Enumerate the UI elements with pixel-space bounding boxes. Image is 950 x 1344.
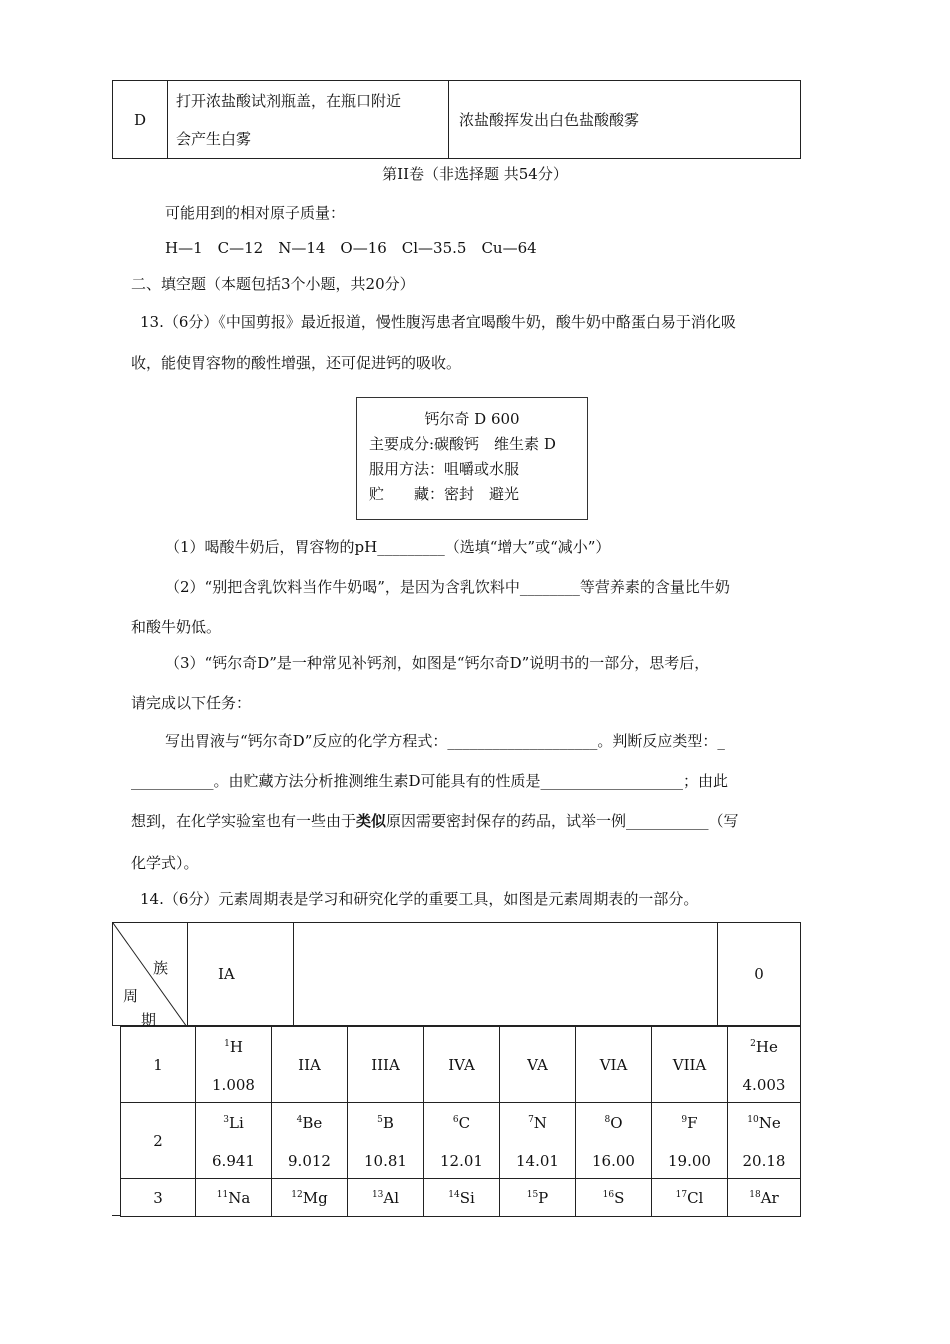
element-cell: $^9$F 19.00 xyxy=(652,1103,728,1179)
group-label: VA xyxy=(500,1027,576,1103)
q13-sub2-line2: 和酸牛奶低。 xyxy=(131,618,222,636)
element-weight: 4.003 xyxy=(742,1076,786,1094)
atomic-masses: H—1 C—12 N—14 O—16 Cl—35.5 Cu—64 xyxy=(165,239,537,257)
task-line3-bold: 类似 xyxy=(356,812,387,830)
period-label: 2 xyxy=(121,1103,196,1179)
q13-line2: 收，能使胃容物的酸性增强，还可促进钙的吸收。 xyxy=(131,354,462,372)
element-cell: $^{13}$Al xyxy=(348,1179,424,1217)
box-ingredients: 主要成分:碳酸钙 维生素 D xyxy=(369,435,556,453)
option-d-table xyxy=(112,80,801,159)
element-cell: $^{15}$P xyxy=(500,1179,576,1217)
period-label: 3 xyxy=(121,1179,196,1217)
group-ia-header: IA xyxy=(188,923,294,1026)
task-line3-a: 想到，在化学实验室也有一些由于 xyxy=(131,812,357,830)
element-symbol: $^2$He xyxy=(750,1038,778,1056)
box-title: 钙尔奇 D 600 xyxy=(424,410,520,428)
q13-task-line3 xyxy=(131,810,739,831)
section-title: 第II卷（非选择题 共54分） xyxy=(382,165,568,183)
box-usage: 服用方法：咀嚼或水服 xyxy=(369,460,520,478)
group-label: IIIA xyxy=(348,1027,424,1103)
q13-sub2-line1: （2）“别把含乳饮料当作牛奶喝”，是因为含乳饮料中________等营养素的含量比牛奶 xyxy=(165,578,730,596)
element-cell: $^{10}$Ne 20.18 xyxy=(728,1103,801,1179)
element-cell: $^7$N 14.01 xyxy=(500,1103,576,1179)
element-cell: $^{18}$Ar xyxy=(728,1179,801,1217)
group-label: IIA xyxy=(272,1027,348,1103)
q14-line1: 14.（6分）元素周期表是学习和研究化学的重要工具，如图是元素周期表的一部分。 xyxy=(140,890,699,908)
q13-task-line4: 化学式）。 xyxy=(131,854,199,872)
corner-group-label: 族 xyxy=(153,959,169,977)
group-label: VIA xyxy=(576,1027,652,1103)
element-cell: $^{11}$Na xyxy=(196,1179,272,1217)
element-cell: $^8$O 16.00 xyxy=(576,1103,652,1179)
task-line3-b: 原因需要密封保存的药品，试举一例___________（写 xyxy=(386,812,739,830)
option-label: D xyxy=(113,81,168,159)
element-cell xyxy=(728,1027,801,1103)
periodic-table-header xyxy=(112,922,801,1029)
periodic-table-body xyxy=(120,1026,801,1217)
q13-sub3-line1: （3）“钙尔奇D”是一种常见补钙剂，如图是“钙尔奇D”说明书的一部分，思考后， xyxy=(165,654,710,672)
element-cell: $^5$B 10.81 xyxy=(348,1103,424,1179)
q13-task-line1: 写出胃液与“钙尔奇D”反应的化学方程式：____________________。判断反应类型：_ xyxy=(165,732,725,750)
phenomenon-cell xyxy=(168,81,449,159)
group-label: VIIA xyxy=(652,1027,728,1103)
period-2-row xyxy=(121,1103,801,1179)
element-cell: $^{17}$Cl xyxy=(652,1179,728,1217)
element-symbol: $^1$H xyxy=(224,1038,243,1056)
element-cell: $^3$Li 6.941 xyxy=(196,1103,272,1179)
corner-period-label-1: 周 xyxy=(123,987,139,1005)
q13-sub3-line2: 请完成以下任务： xyxy=(131,694,252,712)
corner-period-label-2: 期 xyxy=(141,1011,157,1029)
explanation-cell: 浓盐酸挥发出白色盐酸酸雾 xyxy=(449,81,801,159)
calcium-label-box xyxy=(356,397,588,520)
q13-line1: 13.（6分）《中国剪报》最近报道，慢性腹泻患者宜喝酸牛奶，酸牛奶中酪蛋白易于消化吸 xyxy=(140,313,736,331)
element-cell: $^4$Be 9.012 xyxy=(272,1103,348,1179)
element-cell: $^{12}$Mg xyxy=(272,1179,348,1217)
element-cell: $^{14}$Si xyxy=(424,1179,500,1217)
atomic-mass-label: 可能用到的相对原子质量： xyxy=(165,204,346,222)
table-edge-tick xyxy=(112,1215,120,1216)
element-cell xyxy=(196,1027,272,1103)
element-cell: $^6$C 12.01 xyxy=(424,1103,500,1179)
header-empty-cell xyxy=(294,923,718,1026)
q13-task-line2: ___________。由贮藏方法分析推测维生素D可能具有的性质是___________________；由此 xyxy=(131,772,729,790)
phenomenon-line2: 会产生白雾 xyxy=(176,129,252,148)
element-cell: $^{16}$S xyxy=(576,1179,652,1217)
period-3-row xyxy=(121,1179,801,1217)
box-storage: 贮 藏：密封 避光 xyxy=(369,485,520,503)
group-label: IVA xyxy=(424,1027,500,1103)
element-weight: 1.008 xyxy=(212,1076,255,1094)
q13-sub1: （1）喝酸牛奶后，胃容物的pH_________（选填“增大”或“减小”） xyxy=(165,538,611,556)
group-0-header: 0 xyxy=(718,923,801,1026)
period-label: 1 xyxy=(121,1027,196,1103)
corner-cell xyxy=(113,923,188,1029)
phenomenon-line1: 打开浓盐酸试剂瓶盖，在瓶口附近 xyxy=(176,91,402,110)
part2-title: 二、填空题（本题包括3个小题，共20分） xyxy=(131,275,415,293)
